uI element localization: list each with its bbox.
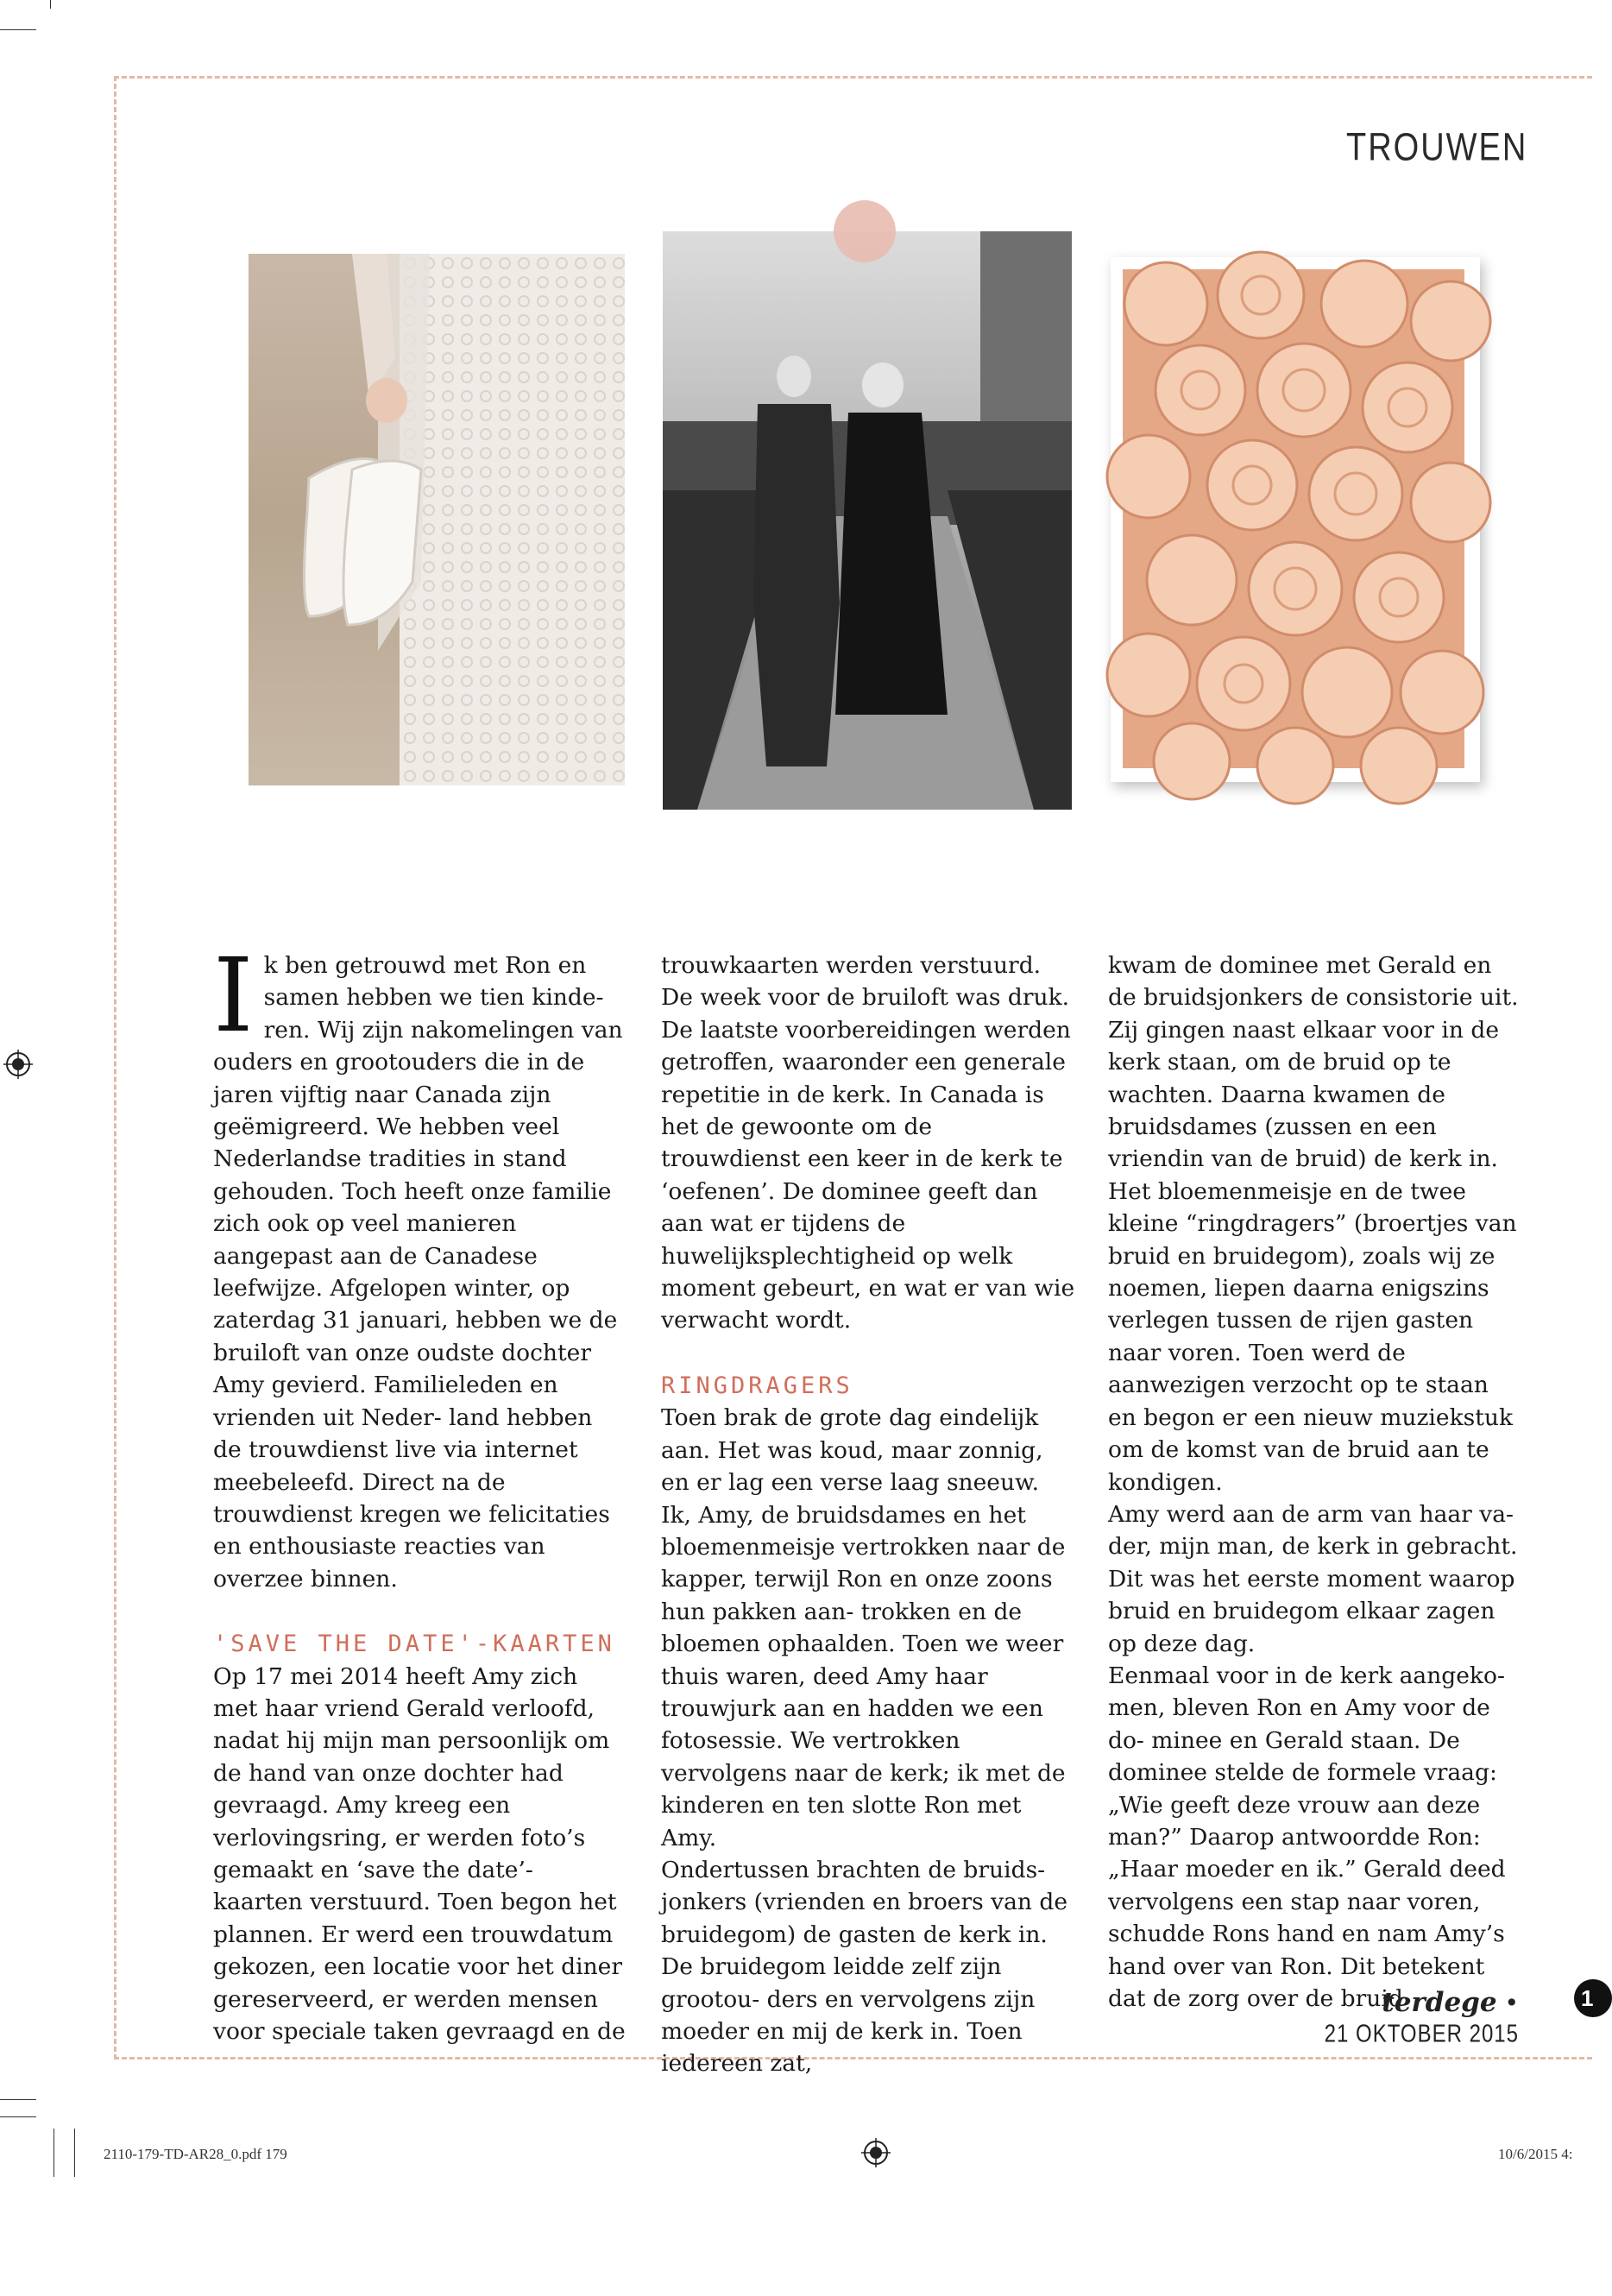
photo-roses [1123,269,1464,768]
paragraph: Amy werd aan de arm van haar va- der, mijn man, de kerk in gebracht. Dit was het eerste moment waarop bruid en bruidegom elkaar zagen op deze dag. [1108,1500,1518,1657]
printer-slug-timestamp: 10/6/2015 4: [1498,2146,1573,2162]
footer-separator: • [1504,1989,1519,2017]
crop-mark [74,2129,75,2177]
crop-mark [0,2099,36,2100]
decorative-pin [834,200,896,262]
article-column-3 [1108,949,1522,2015]
registration-mark-icon [3,1050,33,1079]
registration-mark-icon [861,2138,891,2167]
printer-slug-file: 2110-179-TD-AR28_0.pdf 179 [104,2146,287,2162]
paragraph: kwam de dominee met Gerald en de bruidsjonkers de consistorie uit. Zij gingen naast elkaar voor in de kerk staan, om de bruid op te wachten. Daarna kwamen de bruidsdames (zussen en een vriendin van de bruid) de kerk in. Het bloemenmeisje en de twee kleine “ringdragers” (broertjes van bruid en bruidegom), zoals wij ze noemen, liepen daarna enigszins verlegen tussen de rijen gasten naar voren. Toen werd de aanwezigen verzocht op te staan en begon er een nieuw muziekstuk om de komst van de bruid aan te kondigen. [1108,952,1519,1496]
page-number: 1 [1574,1979,1612,2017]
paragraph: trouwkaarten werden verstuurd. De week voor de bruiloft was druk. De laatste voorbereidingen werden getroffen, waaronder een generale repetitie in de kerk. In Canada is het de gewoonte om de trouwdienst een keer in de kerk te ‘oefenen’. De dominee geeft dan aan wat er tijdens de huwelijksplechtigheid op welk moment gebeurt, en wat er van wie verwacht wordt. [661,952,1075,1334]
photo-aisle [663,231,1072,810]
section-title: TROUWEN [1346,125,1528,170]
article-column-1 [213,936,627,2047]
photo-frame [1111,257,1480,782]
paragraph: Toen brak de grote dag eindelijk aan. Het was koud, maar zonnig, en er lag een verse laag sneeuw. Ik, Amy, de bruidsdames en het bloemenmeisje vertrokken naar de kapper, terwijl Ron en onze zoons hun pakken aan- trokken en de bloemen ophaalden. Toen we weer thuis waren, deed Amy haar trouwjurk aan en hadden we een fotosessie. We vertrokken vervolgens naar de kerk; ik met de kinderen en ten slotte Ron met Amy. [661,1404,1066,1851]
subhead-ringdragers: RINGDRAGERS [661,1372,853,1399]
drop-cap: I [213,936,254,1055]
article-column-2 [661,949,1075,2080]
issue-date: 21 OKTOBER 2015 [1324,2020,1519,2048]
crop-mark [0,2116,36,2117]
paragraph: Ondertussen brachten de bruids- jonkers (vrienden en broers van de bruidegom) de gasten de kerk in. De bruidegom leidde zelf zijn grootou- ders en vervolgens zijn moeder en mij de kerk in. Toen iedereen zat, [661,1856,1068,2078]
photo-shoes [249,254,625,785]
page-footer [1191,1987,1519,2047]
paragraph: Op 17 mei 2014 heeft Amy zich met haar vriend Gerald verloofd, nadat hij mijn man persoonlijk om de hand van onze dochter had gevraagd. Amy kreeg een verlovingsring, er werden foto’s gemaakt en ‘save the date’- kaarten verstuurd. Toen begon het plannen. Er werd een trouwdatum gekozen, een locatie voor het diner gereserveerd, er werden mensen voor speciale taken gevraagd en de [213,1662,626,2045]
crop-mark [0,29,36,30]
magazine-brand: terdege [1382,1987,1497,2018]
intro-text: k ben getrouwd met Ron en samen hebben we tien kinde- ren. Wij zijn nakomelingen van ouders en grootouders die in de jaren vijftig naar Canada zijn geëmigreerd. We hebben veel Nederlandse tradities in stand gehouden. Toch heeft onze familie zich ook op veel manieren aangepast aan de Canadese leefwijze. Afgelopen winter, op zaterdag 31 januari, hebben we de bruiloft van onze oudste dochter Amy gevierd. Familieleden en vrienden uit Neder- land hebben de trouwdienst live via internet meebeleefd. Direct na de trouwdienst kregen we felicitaties en enthousiaste reacties van overzee binnen. [213,952,623,1593]
intro-paragraph [213,936,627,1595]
crop-mark [50,0,51,9]
paragraph: Eenmaal voor in de kerk aangeko- men, bleven Ron en Amy voor de do- minee en Gerald staan. De dominee stelde de formele vraag: „Wie geeft deze vrouw aan deze man?” Daarop antwoordde Ron: „Haar moeder en ik.” Gerald deed vervolgens een stap naar voren, schudde Rons hand en nam Amy’s hand over van Ron. Dit betekent dat de zorg over de bruid [1108,1662,1506,2012]
subhead-save-the-date: 'SAVE THE DATE'-KAARTEN [213,1631,615,1658]
